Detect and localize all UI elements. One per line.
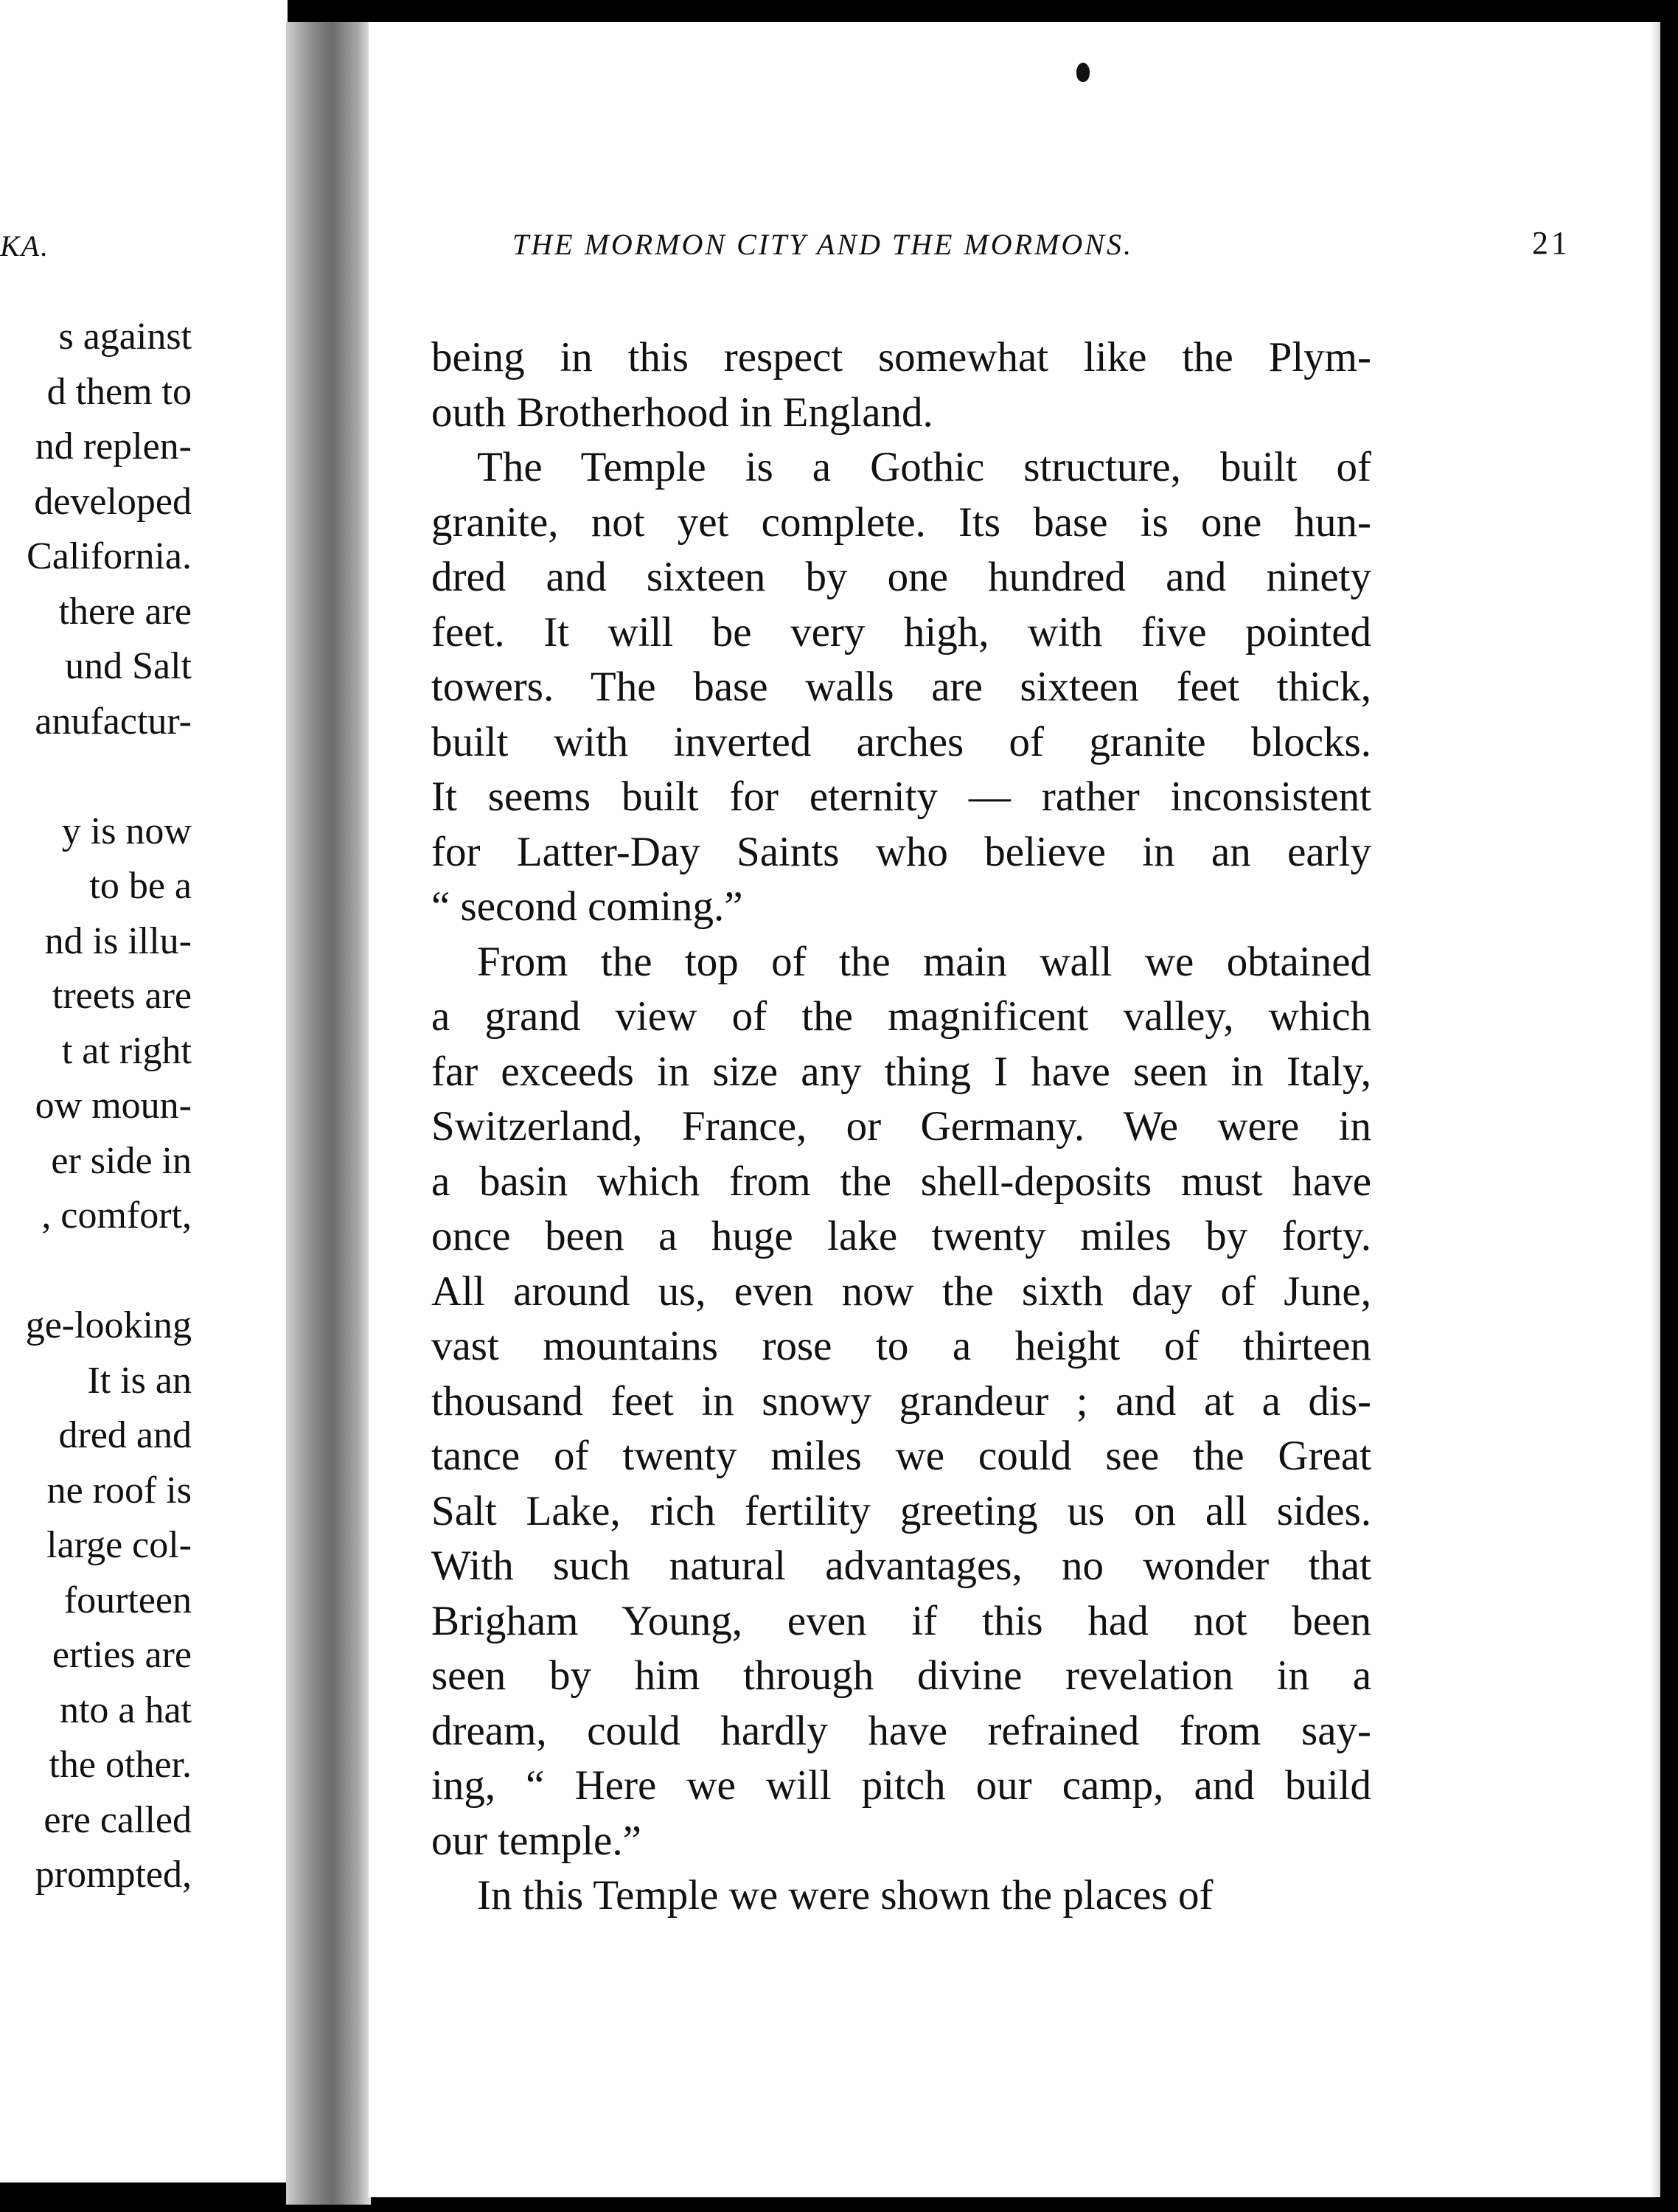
- text-line: being in this respect somewhat like the Plym-: [431, 334, 1371, 380]
- left-text-line: nto a hat: [59, 1688, 192, 1731]
- left-text-line: ge-looking: [25, 1304, 192, 1346]
- text-line: once been a huge lake twenty miles by forty.: [431, 1213, 1371, 1259]
- text-line: vast mountains rose to a height of thirteen: [431, 1323, 1371, 1369]
- text-line: Salt Lake, rich fertility greeting us on all sides.: [431, 1487, 1371, 1534]
- right-main-page: [369, 22, 1655, 2197]
- text-line: towers. The base walls are sixteen feet thick,: [431, 664, 1371, 710]
- left-text-line: [0, 749, 192, 804]
- text-line: seen by him through divine revelation in a: [431, 1652, 1371, 1699]
- text-line: The Temple is a Gothic structure, built of: [477, 444, 1371, 490]
- left-text-line: ow moun-: [35, 1085, 192, 1127]
- left-text-line: nd is illu-: [44, 919, 192, 962]
- left-text-line: anufactur-: [35, 700, 192, 742]
- left-text-line: large col-: [46, 1524, 192, 1566]
- text-line: far exceeds in size any thing I have seen in Italy,: [431, 1048, 1371, 1095]
- left-text-line: s against: [58, 316, 192, 358]
- running-head: [512, 227, 1655, 271]
- text-line: a grand view of the magnificent valley, which: [431, 993, 1371, 1040]
- left-text-line: It is an: [87, 1359, 192, 1402]
- left-text-line: treets are: [52, 975, 192, 1017]
- text-line: outh Brotherhood in England.: [431, 389, 933, 436]
- left-text-line: t at right: [61, 1029, 192, 1072]
- left-text-line: ne roof is: [46, 1469, 192, 1512]
- left-text-line: the other.: [49, 1744, 192, 1786]
- text-line: All around us, even now the sixth day of June,: [431, 1267, 1371, 1315]
- left-text-line: er side in: [51, 1139, 192, 1182]
- left-text-line: there are: [58, 590, 192, 633]
- left-text-line: California.: [27, 535, 192, 577]
- body-text: [431, 330, 1371, 1924]
- left-text-line: und Salt: [65, 645, 192, 687]
- text-line: ing, “ Here we will pitch our camp, and build: [431, 1762, 1371, 1809]
- text-line: dream, could hardly have refrained from say-: [431, 1707, 1371, 1754]
- left-page-text: [0, 310, 192, 1903]
- text-line: In this Temple we were shown the places of: [477, 1872, 1214, 1919]
- text-line: It seems built for eternity — rather inconsistent: [431, 773, 1371, 820]
- ink-speck: [1076, 63, 1090, 82]
- page-number: 21: [1532, 225, 1570, 261]
- text-line: Switzerland, France, or Germany. We were in: [431, 1103, 1371, 1150]
- left-text-line: developed: [34, 480, 192, 523]
- left-text-line: ere called: [43, 1798, 192, 1841]
- left-text-line: nd replen-: [35, 425, 192, 467]
- text-line: built with inverted arches of granite blocks.: [431, 718, 1371, 765]
- left-text-line: to be a: [89, 865, 192, 907]
- text-line: From the top of the main wall we obtained: [477, 938, 1371, 985]
- left-text-line: fourteen: [63, 1579, 192, 1621]
- text-line: tance of twenty miles we could see the Great: [431, 1433, 1371, 1479]
- left-text-line: erties are: [52, 1634, 192, 1676]
- left-text-line: d them to: [46, 370, 192, 413]
- text-line: for Latter-Day Saints who believe in an early: [431, 828, 1371, 875]
- text-line: With such natural advantages, no wonder that: [431, 1543, 1371, 1589]
- page-edge: [1650, 22, 1660, 2197]
- left-text-line: prompted,: [35, 1854, 192, 1896]
- left-text-line: , comfort,: [41, 1194, 192, 1237]
- text-line: a basin which from the shell-deposits must have: [431, 1158, 1371, 1205]
- text-line: dred and sixteen by one hundred and ninety: [431, 554, 1371, 600]
- text-line: granite, not yet complete. Its base is one hun-: [431, 498, 1371, 546]
- left-facing-page: [0, 0, 288, 2183]
- book-gutter: [286, 22, 371, 2205]
- left-text-line: y is now: [61, 810, 192, 852]
- left-text-line: [0, 1244, 192, 1299]
- text-line: feet. It will be very high, with five pointed: [431, 608, 1371, 655]
- text-line: thousand feet in snowy grandeur ; and at a dis-: [431, 1377, 1371, 1425]
- text-line: Brigham Young, even if this had not been: [431, 1597, 1371, 1644]
- text-line: “ second coming.”: [431, 883, 743, 930]
- text-line: our temple.”: [431, 1817, 641, 1864]
- left-text-line: dred and: [58, 1414, 192, 1456]
- left-running-head: KA.: [0, 229, 50, 262]
- running-title: THE MORMON CITY AND THE MORMONS.: [512, 228, 1133, 261]
